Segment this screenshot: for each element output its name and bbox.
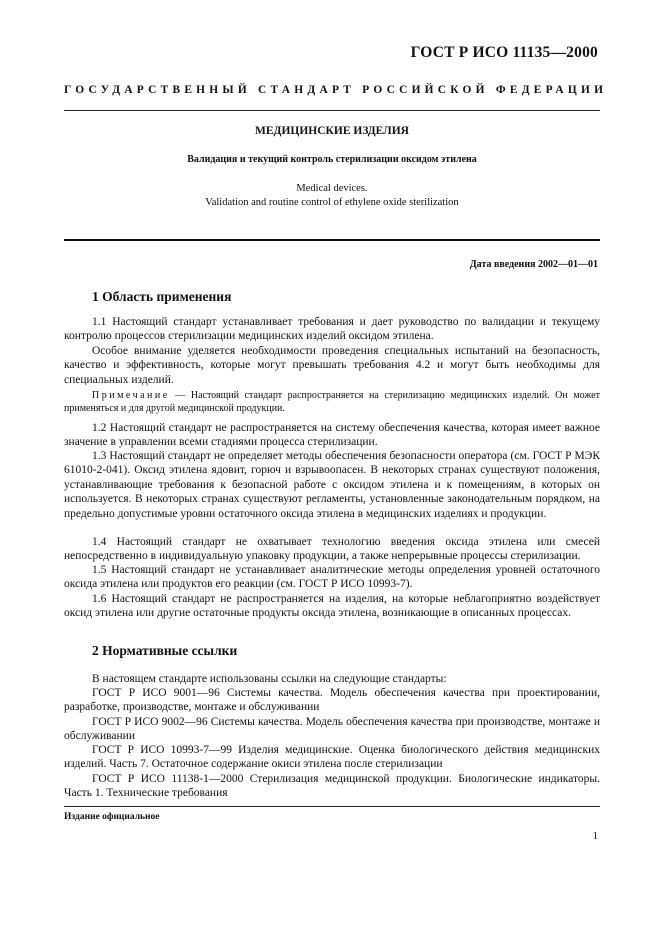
section-2-heading: 2 Нормативные ссылки — [92, 643, 238, 658]
paragraph-1-6: 1.6 Настоящий стандарт не распространяется на изделия, на которые неблагоприятно воздействует оксид этилена или другие остаточные продукты оксида этилена, возникающие в описанных процессах. — [64, 593, 600, 620]
english-title-line-1: Medical devices. — [296, 183, 368, 194]
edition-label: Издание официальное — [64, 812, 160, 822]
paragraph-1-1: 1.1 Настоящий стандарт устанавливает требования и дает руководство по валидации и текущему контролю процессов стерилизации медицинских изделий оксидом этилена. — [64, 316, 600, 343]
title-divider — [64, 239, 600, 241]
footer-divider — [64, 806, 600, 807]
document-subtitle: Валидация и текущий контроль стерилизации оксидом этилена — [187, 154, 477, 165]
introduction-date: Дата введения 2002—01—01 — [469, 259, 598, 270]
document-code: ГОСТ Р ИСО 11135—2000 — [410, 44, 598, 61]
paragraph-1-5: 1.5 Настоящий стандарт не устанавливает аналитические методы определения уровней остаточного оксида этилена или продуктов его реакции (см. ГОСТ Р ИСО 10993-7). — [64, 564, 600, 591]
document-title: МЕДИЦИНСКИЕ ИЗДЕЛИЯ — [255, 125, 409, 137]
note-label: Примечание — [92, 390, 170, 401]
paragraph-1-2: 1.2 Настоящий стандарт не распространяется на систему обеспечения качества, которая имеет важное значение в управлении всеми стадиями процесса стерилизации. — [64, 422, 600, 449]
note — [64, 389, 600, 415]
reference-item: ГОСТ Р ИСО 9002—96 Системы качества. Модель обеспечения качества при производстве, монтаже и обслуживании — [64, 716, 600, 743]
section-1-heading: 1 Область применения — [92, 289, 232, 304]
paragraph-1-1-continued: Особое внимание уделяется необходимости проведения специальных испытаний на безопасность, качество и эффективность, которые могут превышать требования 4.2 и могут быть необходимы для специальных изделий. — [64, 345, 600, 386]
english-title — [64, 182, 600, 210]
paragraph-1-3: 1.3 Настоящий стандарт не определяет методы обеспечения безопасности оператора (см. ГОСТ Р МЭК 61010-2-041). Оксид этилена ядовит, горюч и взрывоопасен. В некоторых странах существуют положения, устанавливающие требования к безопасной работе с оксидом этилена и к помещениям, в которых он используется. В некоторых странах существуют регламенты, установленные законодательным порядком, на предельно допустимые уровни остаточного оксида этилена в медицинских изделиях и продукции. — [64, 450, 600, 520]
reference-item: ГОСТ Р ИСО 9001—96 Системы качества. Модель обеспечения качества при проектировании, разработке, производстве, монтаже и обслуживании — [64, 687, 600, 714]
english-title-line-2: Validation and routine control of ethylene oxide sterilization — [205, 197, 459, 208]
note-text: — Настоящий стандарт распространяется на стерилизацию медицинских изделий. Он может применяться и для другой медицинской продукции. — [64, 390, 600, 414]
paragraph-1-4: 1.4 Настоящий стандарт не охватывает технологию введения оксида этилена или смесей непосредственно в индивидуальную упаковку продукции, а также непрерывные процессы стерилизации. — [64, 536, 600, 563]
reference-item: ГОСТ Р ИСО 10993-7—99 Изделия медицинские. Оценка биологического действия медицинских изделий. Часть 7. Остаточное содержание окиси этилена после стерилизации — [64, 744, 600, 771]
page-number: 1 — [592, 830, 598, 842]
header-divider — [64, 110, 600, 111]
reference-item: ГОСТ Р ИСО 11138-1—2000 Стерилизация медицинской продукции. Биологические индикаторы. Часть 1. Технические требования — [64, 773, 600, 800]
standard-name-banner: ГОСУДАРСТВЕННЫЙ СТАНДАРТ РОССИЙСКОЙ ФЕДЕРАЦИИ — [64, 84, 608, 96]
references-intro: В настоящем стандарте использованы ссылки на следующие стандарты: — [92, 673, 447, 685]
